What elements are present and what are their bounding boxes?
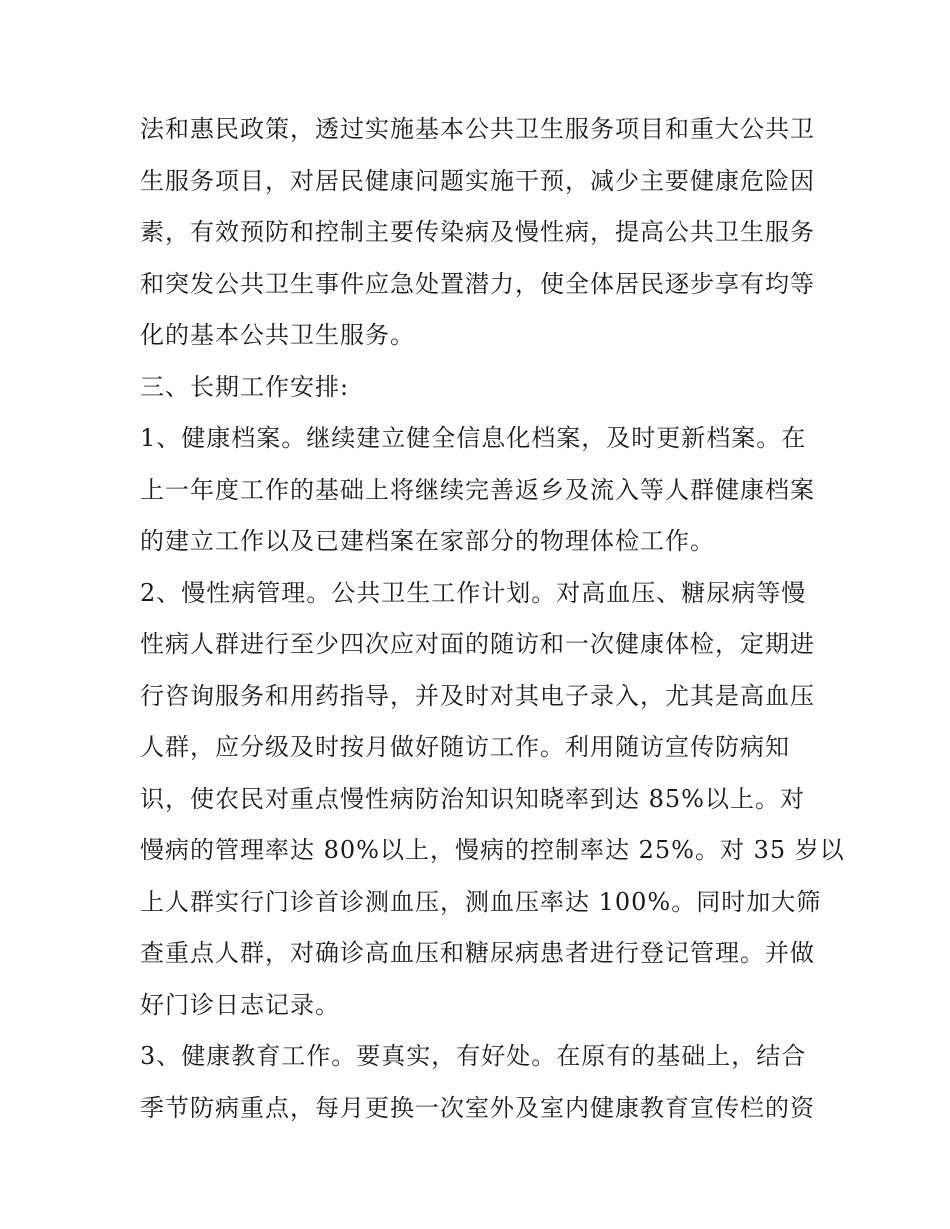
- paragraph-line: 行咨询服务和用药指导，并及时对其电子录入，尤其是高血压: [140, 681, 815, 710]
- paragraph-line: 慢病的管理率达 80%以上，慢病的控制率达 25%。对 35 岁以: [140, 836, 845, 864]
- paragraph-line: 3、健康教育工作。要真实，有好处。在原有的基础上，结合: [140, 1042, 807, 1070]
- section-heading: 三、长期工作安排:: [140, 372, 350, 401]
- paragraph-line: 化的基本公共卫生服务。: [140, 321, 415, 349]
- paragraph-line: 查重点人群，对确诊高血压和糖尿病患者进行登记管理。并做: [140, 939, 815, 967]
- paragraph-line: 识，使农民对重点慢性病防治知识知晓率到达 85%以上。对: [140, 784, 805, 813]
- paragraph-line: 上人群实行门诊首诊测血压，测血压率达 100%。同时加大筛: [140, 887, 822, 916]
- paragraph-line: 上一年度工作的基础上将继续完善返乡及流入等人群健康档案: [140, 475, 815, 504]
- paragraph-line: 2、慢性病管理。公共卫生工作计划。对高血压、糖尿病等慢: [140, 578, 807, 607]
- paragraph-line: 季节防病重点，每月更换一次室外及室内健康教育宣传栏的资: [140, 1093, 815, 1122]
- paragraph-line: 素，有效预防和控制主要传染病及慢性病，提高公共卫生服务: [140, 218, 815, 246]
- paragraph-line: 好门诊日志记录。: [140, 990, 340, 1019]
- paragraph-line: 性病人群进行至少四次应对面的随访和一次健康体检，定期进: [140, 630, 815, 658]
- paragraph-line: 和突发公共卫生事件应急处置潜力，使全体居民逐步享有均等: [140, 269, 815, 298]
- document-body: [140, 104, 845, 1134]
- paragraph-line: 法和惠民政策，透过实施基本公共卫生服务项目和重大公共卫: [140, 115, 815, 143]
- paragraph-line: 1、健康档案。继续建立健全信息化档案，及时更新档案。在: [140, 424, 807, 452]
- paragraph-line: 生服务项目，对居民健康问题实施干预，减少主要健康危险因: [140, 166, 815, 195]
- paragraph-line: 人群，应分级及时按月做好随访工作。利用随访宣传防病知: [140, 733, 790, 761]
- paragraph-line: 的建立工作以及已建档案在家部分的物理体检工作。: [140, 527, 715, 555]
